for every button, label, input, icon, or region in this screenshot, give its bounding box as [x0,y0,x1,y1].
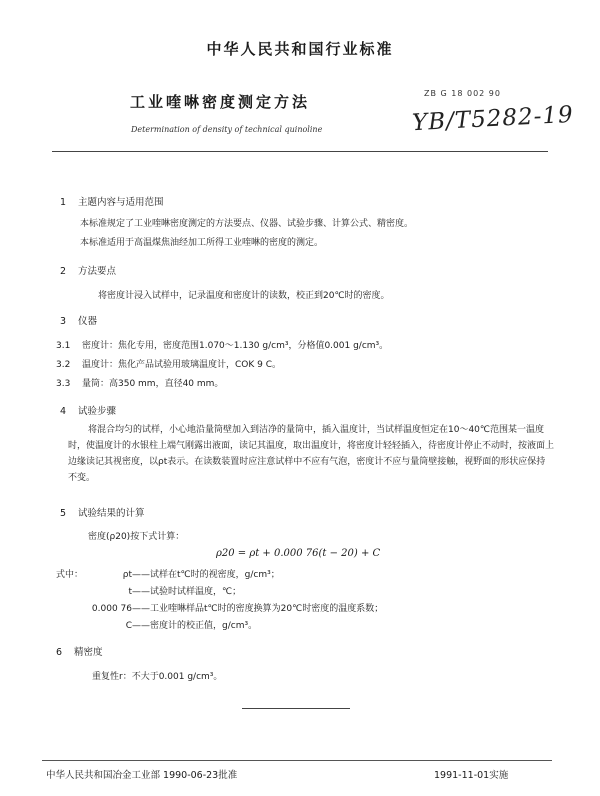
item-text: 温度计：焦化产品试验用玻璃温度计，COK 9 C。 [82,360,282,370]
variable-row-coefficient [56,601,383,614]
section-3-title: 仪器 [78,316,98,327]
section-5-title: 试验结果的计算 [78,508,145,519]
section-2-number: 2 [60,266,67,277]
section-2-line-1: 将密度计浸入试样中，记录温度和密度计的读数，校正到20℃时的密度。 [98,291,390,301]
variable-symbol: t [128,587,132,597]
end-mark-line [242,708,350,709]
section-4-number: 4 [60,406,67,417]
section-1-heading [60,194,164,208]
section-2-title: 方法要点 [78,266,117,277]
variable-row-pt [86,567,280,580]
section-1-number: 1 [60,197,67,208]
section-3-number: 3 [60,316,67,327]
approval-info: 中华人民共和国冶金工业部 1990-06-23批准 [46,770,238,781]
item-text: 量筒：高350 mm，直径40 mm。 [82,379,224,389]
item-number: 3.1 [56,341,71,351]
section-6-number: 6 [56,647,63,658]
document-title: 工业喹啉密度测定方法 [130,93,311,111]
variable-row-c [86,618,257,631]
document-title-english: Determination of density of technical quinoline [131,125,323,134]
item-number: 3.2 [56,360,71,370]
section-4-title: 试验步骤 [78,406,117,417]
section-4-heading [60,403,116,417]
section-1-line-1: 本标准规定了工业喹啉密度测定的方法要点、仪器、试验步骤、计算公式、精密度。 [80,219,414,229]
section-3-item-3 [56,376,223,389]
variable-desc: ——试验时试样温度，℃； [132,587,242,597]
variable-symbol: C [125,621,132,631]
where-prefix: 式中： [56,570,84,580]
variable-desc: ——工业喹啉样品t℃时的密度换算为20℃时密度的温度系数； [132,604,384,614]
section-6-title: 精密度 [74,647,103,658]
variable-desc: ——试样在t℃时的视密度，g/cm³； [132,570,280,580]
section-1-title: 主题内容与适用范围 [78,197,164,208]
standard-title: 中华人民共和国行业标准 [206,40,394,58]
header-divider [52,151,548,152]
section-6-heading [56,644,103,658]
section-3-item-1 [56,338,388,351]
section-3-heading [60,313,97,327]
section-5-intro: 密度(ρ20)按下式计算： [88,532,185,542]
section-6-line-1: 重复性r：不大于0.001 g/cm³。 [92,672,223,682]
variable-row-t [86,584,241,597]
item-text: 密度计：焦化专用，密度范围1.070～1.130 g/cm³，分格值0.001 g/cm³。 [82,341,389,351]
section-2-heading [60,263,116,277]
footer-divider [42,760,552,761]
variable-desc: ——密度计的校正值，g/cm³。 [132,621,258,631]
section-5-heading [60,505,145,519]
standard-code: ZB G 18 002 90 [424,89,501,98]
variable-symbol: 0.000 76 [91,604,132,614]
section-3-item-2 [56,357,281,370]
section-5-number: 5 [60,508,67,519]
section-4-paragraph: 将混合均匀的试样，小心地沿量筒壁加入到洁净的量筒中，插入温度计，当试样温度恒定在10～40℃范围某一温度时，使温度计的水银柱上端气刚露出液面，读记其温度，取出温度计，将密度计轻轻插入，待密度计停止不动时，按液面上边缘读记其视密度，以ρt表示。在读数装置时应注意试样中不应有气泡，密度计不应与量筒壁接触，视野面的形状应保持不变。 [68,425,555,483]
item-number: 3.3 [56,379,71,389]
handwritten-standard-number: YB/T5282-19 [411,101,575,137]
variable-symbol: ρt [122,570,132,580]
implementation-date: 1991-11-01实施 [434,770,509,781]
section-1-line-2: 本标准适用于高温煤焦油经加工所得工业喹啉的密度的测定。 [80,238,324,248]
density-formula: ρ20 = ρt + 0.000 76(t − 20) + C [216,548,381,559]
